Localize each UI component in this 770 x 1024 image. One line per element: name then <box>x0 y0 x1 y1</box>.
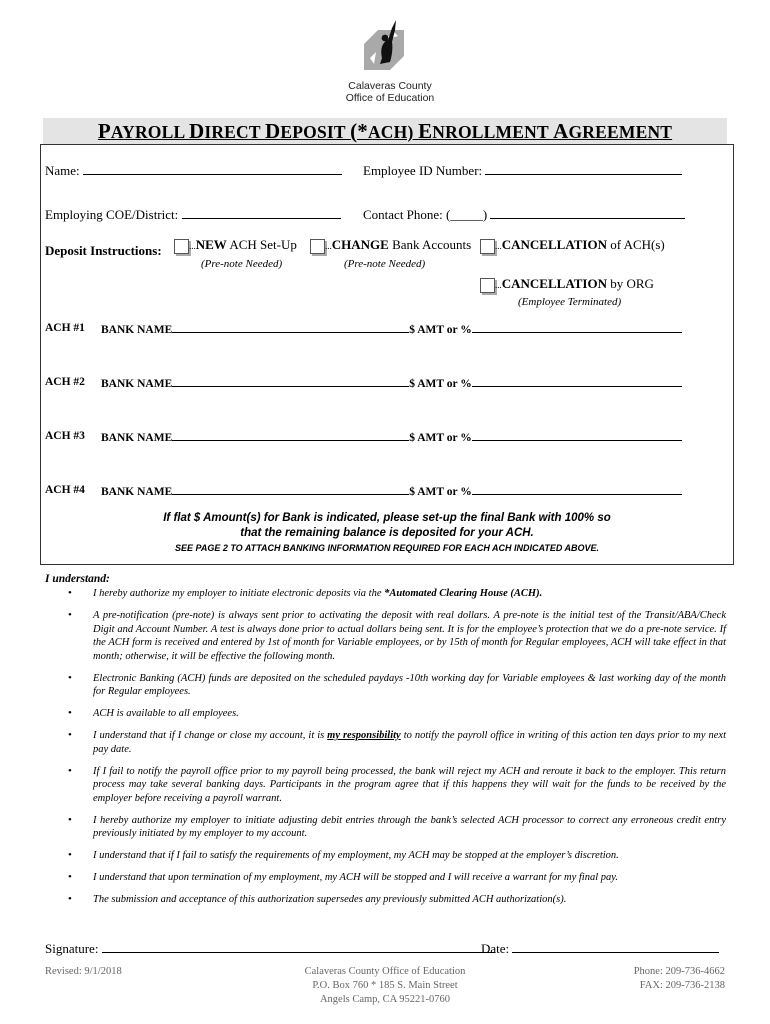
option-rest: ACH Set-Up <box>226 237 297 252</box>
option-cancel-ach[interactable] <box>480 237 665 254</box>
contact-phone-field[interactable] <box>363 207 685 223</box>
option-bold: CHANGE <box>331 237 389 252</box>
flat-note-line2: that the remaining balance is deposited for your ACH. <box>240 527 534 539</box>
change-accounts-checkbox[interactable] <box>310 239 325 254</box>
date-field[interactable] <box>481 941 719 957</box>
option-change[interactable] <box>310 237 471 254</box>
bank-name-label: BANK NAME <box>101 324 173 336</box>
term-text: I understand that if I change or close my account, it is <box>93 730 328 741</box>
footer-address <box>240 965 530 1007</box>
signature-field[interactable] <box>45 941 495 957</box>
ach-row <box>45 376 472 390</box>
list-item: • I understand that if I fail to satisfy the requirements of my employment, my ACH may be stopped at the employer’s discretion. <box>60 849 726 863</box>
option-prefix: ... <box>189 241 196 251</box>
bank-name-label: BANK NAME <box>101 432 173 444</box>
flat-amount-note <box>40 511 734 541</box>
list-item: • A pre-notification (pre-note) is always sent prior to activating the deposit with real dollars. A pre-note is the initial test of the Transit/ABA/Check Digit and Account Number. A test is always done prior to actual dollars being sent. It is for the employee’s protection that we do a pre-note service. If the ACH form is received and entered by 1st of month for Variable employees, or by 15th of month for Regular employees, ACH will take effect in that month; otherwise, it will be effective the following month. <box>60 609 726 663</box>
option-bold: NEW <box>195 237 227 252</box>
cancel-org-checkbox[interactable] <box>480 278 495 293</box>
ach-row <box>45 430 472 444</box>
page-title <box>43 119 727 144</box>
option-new[interactable] <box>174 237 297 254</box>
ach-label: ACH #4 <box>45 484 85 496</box>
bank-name-input-line[interactable] <box>172 322 409 333</box>
option-new-note: (Pre-note Needed) <box>201 258 283 270</box>
ach-label: ACH #1 <box>45 322 85 334</box>
see-page2-note: SEE PAGE 2 TO ATTACH BANKING INFORMATION REQUIRED FOR EACH ACH INDICATED ABOVE. <box>174 543 599 553</box>
name-label: Name: <box>45 163 80 178</box>
list-item <box>60 587 726 601</box>
footer-fax: FAX: 209-736-2138 <box>639 980 725 991</box>
option-prefix: ... <box>325 241 332 251</box>
term-underline: my responsibility <box>327 730 401 741</box>
signature-label: Signature: <box>45 941 99 956</box>
footer-contact <box>560 965 725 993</box>
list-item: • I understand that upon termination of my employment, my ACH will be stopped and I will receive a warrant for my final pay. <box>60 871 726 885</box>
option-rest: by ORG <box>606 276 654 291</box>
option-rest: of ACH(s) <box>606 237 665 252</box>
date-input-line[interactable] <box>512 941 719 953</box>
employing-input-line[interactable] <box>182 207 341 219</box>
list-item: • I hereby authorize my employer to initiate adjusting debit entries through the bank’s selected ACH processor to correct any erroneous credit entry previously initiated by my employer to my account. <box>60 814 726 841</box>
contact-phone-prefix: (_____) <box>446 207 488 222</box>
employee-id-input-line[interactable] <box>485 163 682 175</box>
contact-phone-input-line[interactable] <box>490 207 685 219</box>
option-cancel-org[interactable] <box>480 276 654 293</box>
ach-label: ACH #3 <box>45 430 85 442</box>
bank-name-input-line[interactable] <box>172 430 409 441</box>
terms-list <box>60 587 726 915</box>
cancel-ach-checkbox[interactable] <box>480 239 495 254</box>
new-ach-checkbox[interactable] <box>174 239 189 254</box>
list-item: • ACH is available to all employees. <box>60 707 726 721</box>
amt-label: $ AMT or % <box>409 432 472 444</box>
date-label: Date: <box>481 941 510 956</box>
amt-input-line[interactable] <box>472 430 682 441</box>
option-rest: Bank Accounts <box>388 237 472 252</box>
amt-label: $ AMT or % <box>409 486 472 498</box>
flat-note-line1: If flat $ Amount(s) for Bank is indicated, please set-up the final Bank with 100% so <box>163 512 611 524</box>
signature-input-line[interactable] <box>102 941 495 953</box>
bank-name-input-line[interactable] <box>172 376 409 387</box>
bank-name-label: BANK NAME <box>101 486 173 498</box>
ach-row <box>45 322 472 336</box>
option-bold: CANCELLATION <box>501 237 607 252</box>
logo-line2: Office of Education <box>345 92 435 104</box>
footer-phone: Phone: 209-736-4662 <box>633 966 725 977</box>
option-prefix: ... <box>495 280 502 290</box>
term-bold: *Automated Clearing House (ACH). <box>384 588 543 599</box>
employing-label: Employing COE/District: <box>45 207 179 222</box>
list-item: • Electronic Banking (ACH) funds are deposited on the scheduled paydays -10th working day for Variable employees & last working day of the month for Regular employees. <box>60 672 726 699</box>
ach-row <box>45 484 472 498</box>
name-field[interactable] <box>45 163 342 179</box>
page-title-text: PAYROLL DIRECT DEPOSIT (*ACH) ENROLLMENT AGREEMENT <box>97 119 673 143</box>
contact-phone-label: Contact Phone: <box>363 207 443 222</box>
option-change-note: (Pre-note Needed) <box>344 258 426 270</box>
footer-org: Calaveras County Office of Education <box>304 966 466 977</box>
amt-input-line[interactable] <box>472 322 682 333</box>
revised-date: Revised: 9/1/2018 <box>45 966 122 977</box>
ach-label: ACH #2 <box>45 376 85 388</box>
employee-id-label: Employee ID Number: <box>363 163 483 178</box>
amt-input-line[interactable] <box>472 376 682 387</box>
logo-text <box>330 80 450 104</box>
amt-input-line[interactable] <box>472 484 682 495</box>
employee-id-field[interactable] <box>363 163 682 179</box>
amt-label: $ AMT or % <box>409 378 472 390</box>
deposit-instructions-label: Deposit Instructions: <box>45 243 162 258</box>
bank-name-label: BANK NAME <box>101 378 173 390</box>
understand-heading: I understand: <box>45 573 110 585</box>
option-cancel-org-note: (Employee Terminated) <box>518 296 622 308</box>
term-text: to notify the payroll office in writing of this action ten days prior to my next pay date. <box>93 730 726 755</box>
option-prefix: ... <box>495 241 502 251</box>
list-item: • The submission and acceptance of this authorization supersedes any previously submitted ACH authorization(s). <box>60 893 726 907</box>
coe-logo-icon <box>362 18 408 76</box>
footer-street: P.O. Box 760 * 185 S. Main Street <box>312 980 458 991</box>
amt-label: $ AMT or % <box>409 324 472 336</box>
name-input-line[interactable] <box>83 163 342 175</box>
term-text: I hereby authorize my employer to initiate electronic deposits via the <box>93 588 385 599</box>
bank-name-input-line[interactable] <box>172 484 409 495</box>
footer-city: Angels Camp, CA 95221-0760 <box>319 994 451 1005</box>
logo-line1: Calaveras County <box>348 80 432 92</box>
option-bold: CANCELLATION <box>501 276 607 291</box>
employing-field[interactable] <box>45 207 341 223</box>
list-item: • If I fail to notify the payroll office prior to my payroll being processed, the bank will reject my ACH and reroute it back to the employer. This return process may take several banking days. Participants in the program agree that if this happens they will wait for the funds to be received by the employer before receiving a payroll warrant. <box>60 765 726 806</box>
list-item <box>60 729 726 756</box>
